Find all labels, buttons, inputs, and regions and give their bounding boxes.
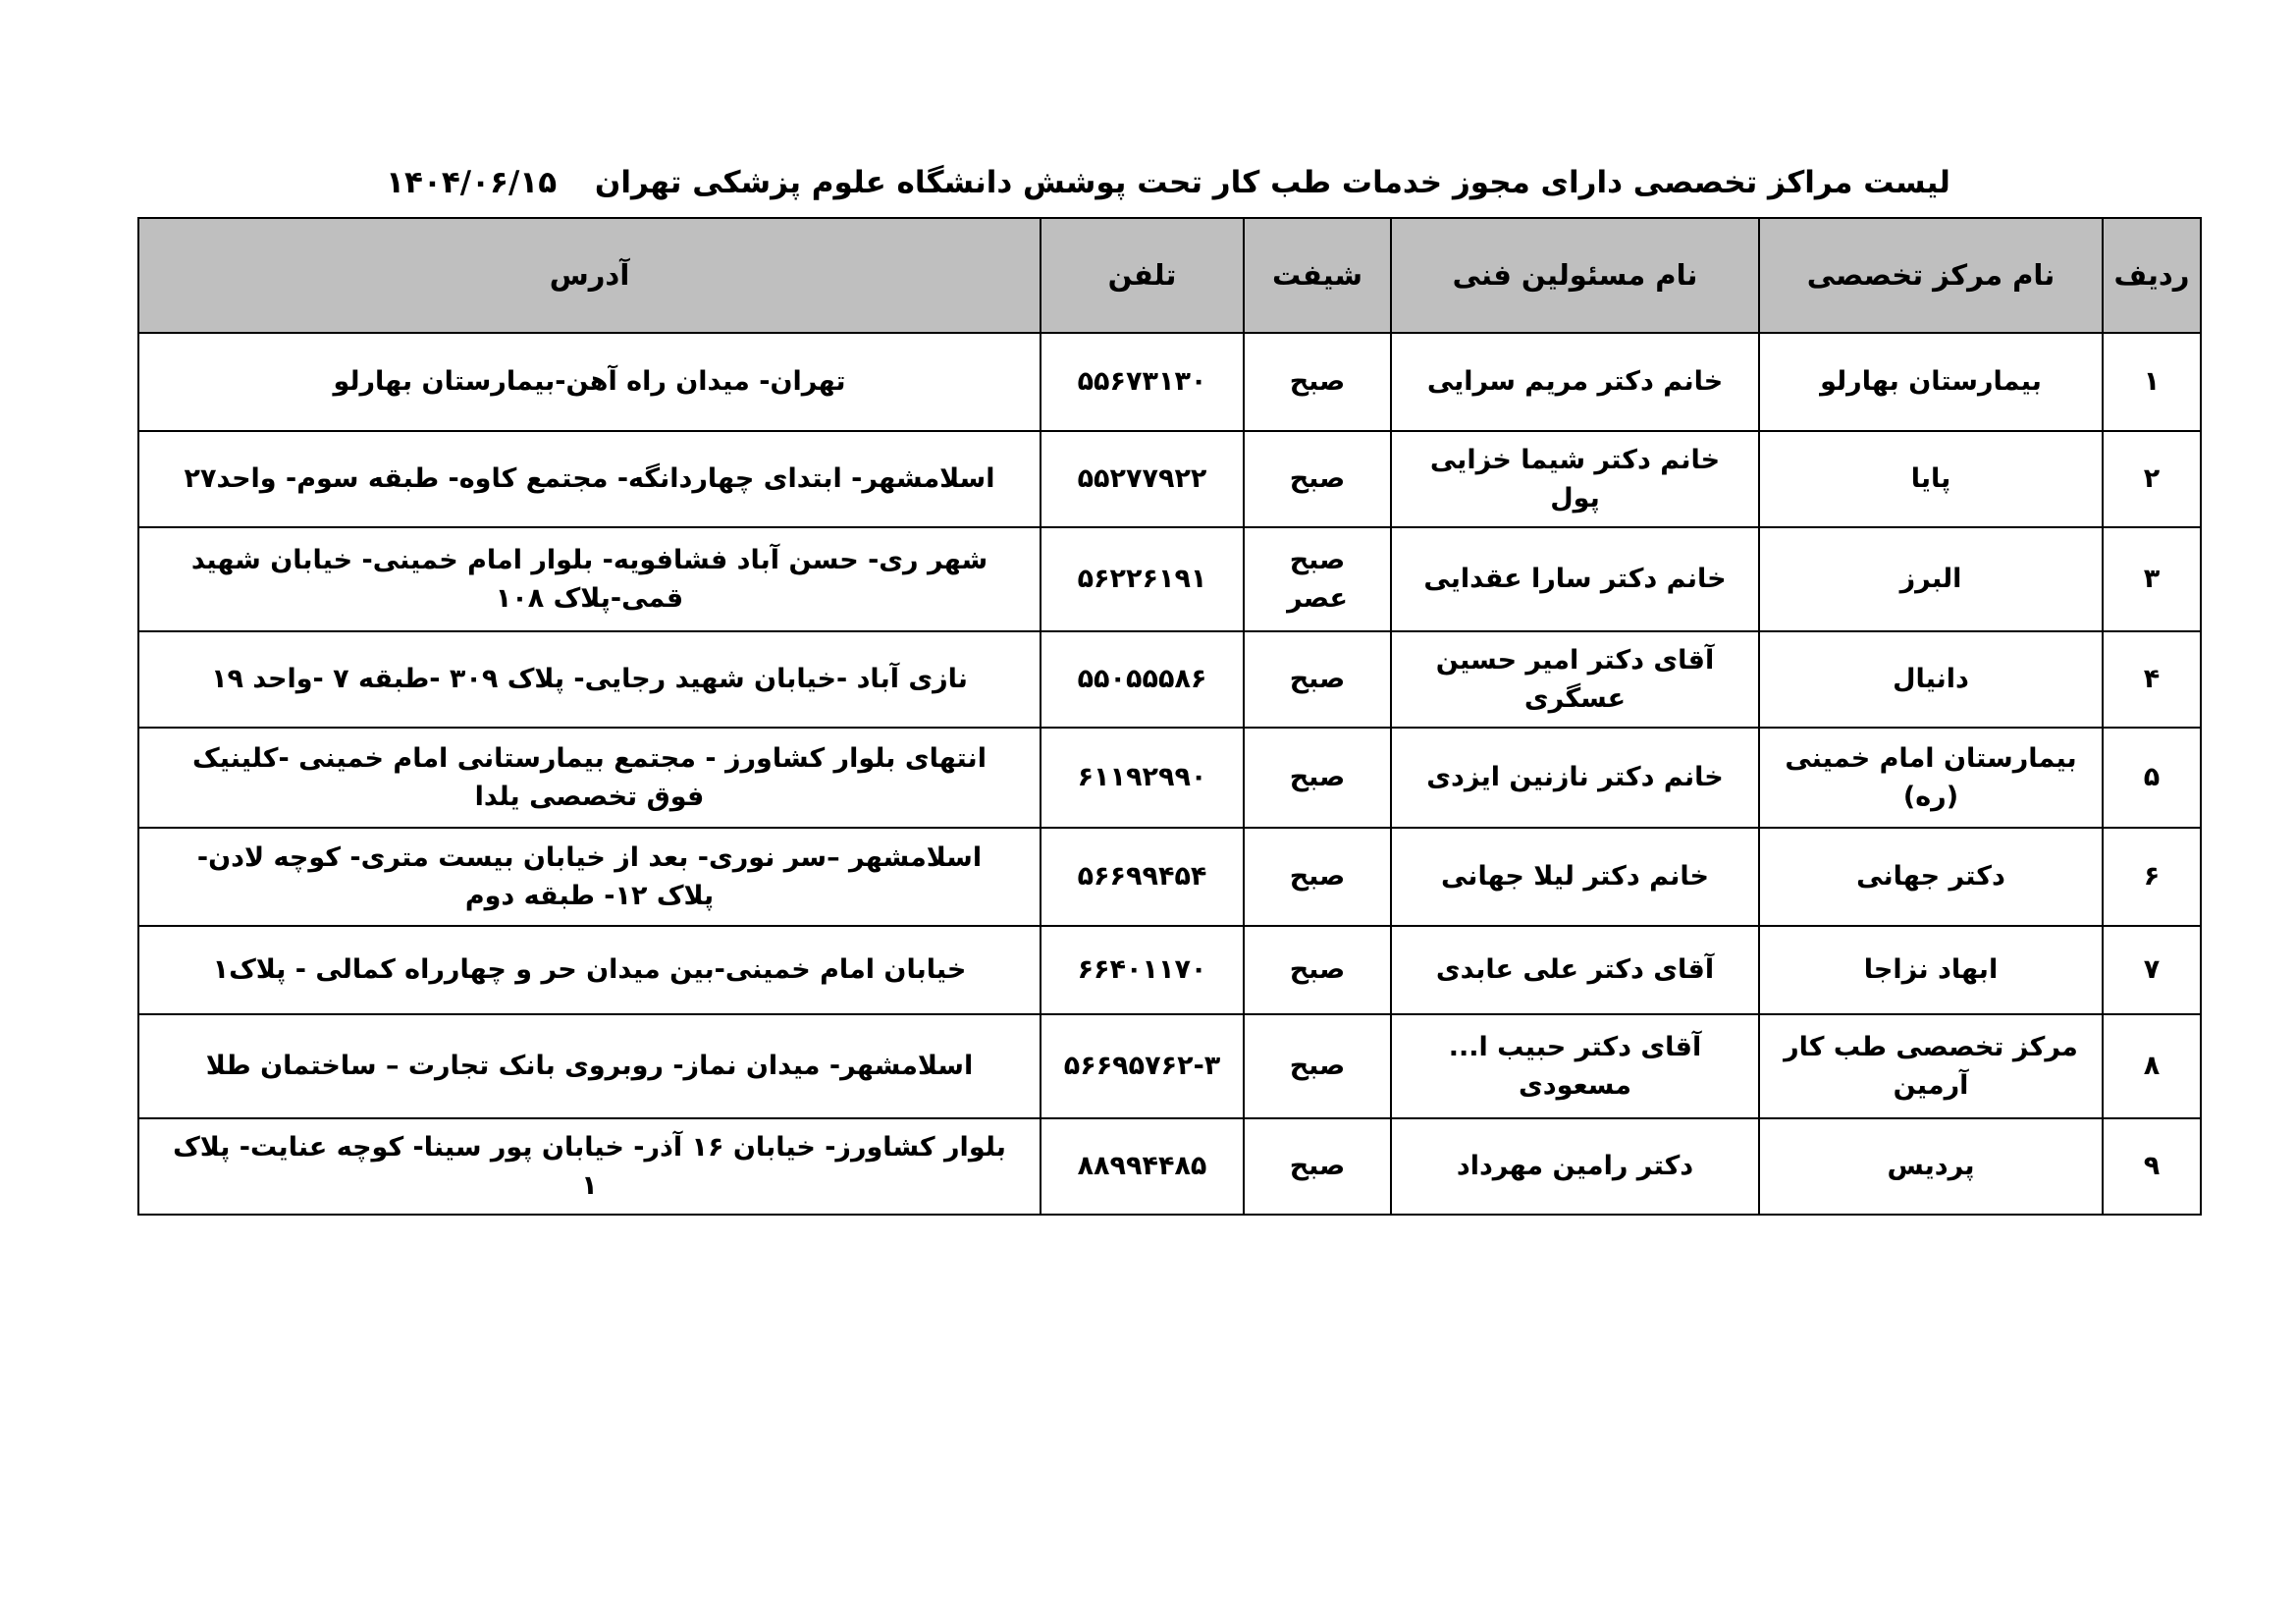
- cell-phone: ۵۵۰۵۵۵۸۶: [1041, 631, 1244, 728]
- cell-address: شهر ری- حسن آباد فشافویه- بلوار امام خمینی- خیابان شهید قمی-پلاک ۱۰۸: [138, 527, 1041, 631]
- cell-technical-manager: خانم دکتر مریم سرایی: [1391, 333, 1759, 431]
- cell-row-no: ۴: [2103, 631, 2201, 728]
- cell-center-name: بیمارستان بهارلو: [1759, 333, 2103, 431]
- cell-technical-manager: آقای دکتر حبیب ا... مسعودی: [1391, 1014, 1759, 1118]
- cell-shift: صبح: [1244, 926, 1391, 1014]
- document-title-line: [137, 165, 2199, 212]
- cell-phone: ۵۵۲۷۷۹۲۲: [1041, 431, 1244, 527]
- table-row: [138, 527, 2201, 631]
- header-shift: شیفت: [1244, 218, 1391, 333]
- cell-phone: ۸۸۹۹۴۴۸۵: [1041, 1118, 1244, 1215]
- cell-phone: ۶۱۱۹۲۹۹۰: [1041, 728, 1244, 828]
- cell-shift: [1244, 527, 1391, 631]
- table-row: [138, 333, 2201, 431]
- cell-address: نازی آباد -خیابان شهید رجایی- پلاک ۳۰۹ -طبقه ۷ -واحد ۱۹: [138, 631, 1041, 728]
- cell-phone: ۶۶۴۰۱۱۷۰: [1041, 926, 1244, 1014]
- cell-row-no: ۳: [2103, 527, 2201, 631]
- cell-center-name: دانیال: [1759, 631, 2103, 728]
- document-title: لیست مراکز تخصصی دارای مجوز خدمات طب کار تحت پوشش دانشگاه علوم پزشکی تهران: [594, 165, 1950, 200]
- table-header-row: [138, 218, 2201, 333]
- cell-technical-manager: آقای دکتر امیر حسین عسگری: [1391, 631, 1759, 728]
- cell-shift: صبح: [1244, 333, 1391, 431]
- cell-row-no: ۱: [2103, 333, 2201, 431]
- table-row: [138, 728, 2201, 828]
- cell-technical-manager: خانم دکتر نازنین ایزدی: [1391, 728, 1759, 828]
- cell-shift: صبح: [1244, 1014, 1391, 1118]
- cell-center-name: ابهاد نزاجا: [1759, 926, 2103, 1014]
- table-row: [138, 1118, 2201, 1215]
- table-row: [138, 1014, 2201, 1118]
- cell-shift: صبح: [1244, 1118, 1391, 1215]
- cell-center-name: دکتر جهانی: [1759, 828, 2103, 926]
- cell-address: انتهای بلوار کشاورز - مجتمع بیمارستانی امام خمینی -کلینیک فوق تخصصی یلدا: [138, 728, 1041, 828]
- cell-technical-manager: خانم دکتر شیما خزایی پول: [1391, 431, 1759, 527]
- cell-shift: صبح: [1244, 431, 1391, 527]
- cell-row-no: ۹: [2103, 1118, 2201, 1215]
- header-phone: تلفن: [1041, 218, 1244, 333]
- document-date: ۱۴۰۴/۰۶/۱۵: [386, 165, 558, 200]
- table-row: [138, 926, 2201, 1014]
- cell-shift-evening: عصر: [1287, 583, 1348, 614]
- cell-row-no: ۶: [2103, 828, 2201, 926]
- cell-shift: صبح: [1244, 828, 1391, 926]
- cell-technical-manager: دکتر رامین مهرداد: [1391, 1118, 1759, 1215]
- cell-row-no: ۸: [2103, 1014, 2201, 1118]
- cell-phone: ۵۶۲۲۶۱۹۱: [1041, 527, 1244, 631]
- cell-address: اسلامشهر –سر نوری- بعد از خیابان بیست متری- کوچه لادن- پلاک ۱۲- طبقه دوم: [138, 828, 1041, 926]
- cell-row-no: ۷: [2103, 926, 2201, 1014]
- cell-address: اسلامشهر- ابتدای چهاردانگه- مجتمع کاوه- طبقه سوم- واحد۲۷: [138, 431, 1041, 527]
- cell-technical-manager: خانم دکتر لیلا جهانی: [1391, 828, 1759, 926]
- cell-address: بلوار کشاورز- خیابان ۱۶ آذر- خیابان پور سینا- کوچه عنایت- پلاک ۱: [138, 1118, 1041, 1215]
- cell-phone: ۵۵۶۷۳۱۳۰: [1041, 333, 1244, 431]
- cell-shift-morning: صبح: [1289, 544, 1346, 575]
- cell-technical-manager: خانم دکتر سارا عقدایی: [1391, 527, 1759, 631]
- cell-address: تهران- میدان راه آهن-بیمارستان بهارلو: [138, 333, 1041, 431]
- cell-center-name: بیمارستان امام خمینی (ره): [1759, 728, 2103, 828]
- cell-address: اسلامشهر- میدان نماز- روبروی بانک تجارت – ساختمان طلا: [138, 1014, 1041, 1118]
- cell-row-no: ۵: [2103, 728, 2201, 828]
- cell-shift: صبح: [1244, 728, 1391, 828]
- table-row: [138, 828, 2201, 926]
- table-row: [138, 631, 2201, 728]
- cell-technical-manager: آقای دکتر علی عابدی: [1391, 926, 1759, 1014]
- cell-center-name: مرکز تخصصی طب کار آرمین: [1759, 1014, 2103, 1118]
- cell-row-no: ۲: [2103, 431, 2201, 527]
- cell-shift: صبح: [1244, 631, 1391, 728]
- cell-center-name: پایا: [1759, 431, 2103, 527]
- header-technical-manager: نام مسئولین فنی: [1391, 218, 1759, 333]
- header-address: آدرس: [138, 218, 1041, 333]
- table-row: [138, 431, 2201, 527]
- header-row-no: ردیف: [2103, 218, 2201, 333]
- cell-center-name: پردیس: [1759, 1118, 2103, 1215]
- cell-address: خیابان امام خمینی-بین میدان حر و چهارراه کمالی - پلاک۱: [138, 926, 1041, 1014]
- header-center-name: نام مرکز تخصصی: [1759, 218, 2103, 333]
- centers-table: [137, 217, 2202, 1216]
- cell-center-name: البرز: [1759, 527, 2103, 631]
- cell-phone: ۵۶۶۹۹۴۵۴: [1041, 828, 1244, 926]
- cell-phone: ۵۶۶۹۵۷۶۲-۳: [1041, 1014, 1244, 1118]
